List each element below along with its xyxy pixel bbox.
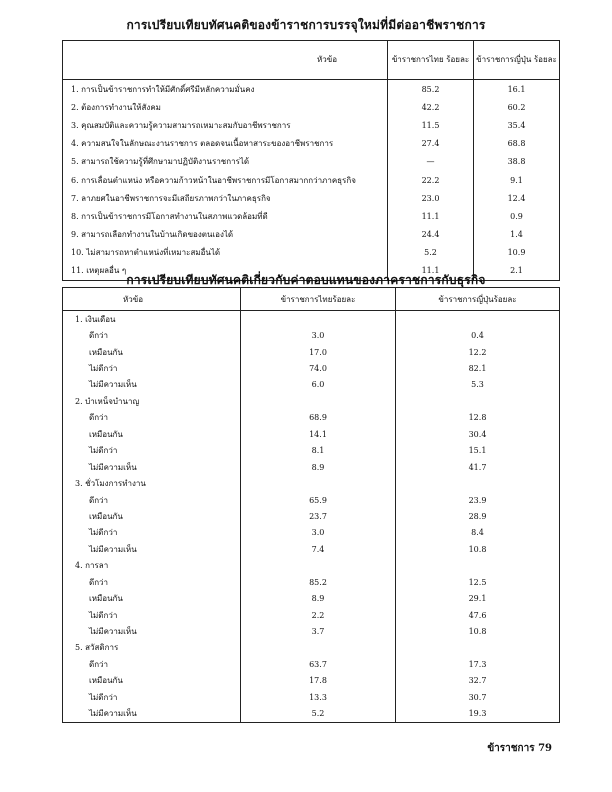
japan-value: 1.4 (474, 226, 560, 244)
table2-header-topic: หัวข้อ (63, 288, 241, 311)
thai-value: 17.8 (241, 673, 396, 689)
table-row (63, 377, 560, 393)
thai-value: 85.2 (388, 80, 474, 99)
table1-header-thai: ข้าราชการไทย ร้อยละ (388, 41, 474, 80)
japan-value: 15.1 (396, 443, 560, 459)
row-label: 9. สามารถเลือกทำงานในบ้านเกิดของตนเองได้ (71, 230, 234, 240)
table-row (63, 590, 560, 606)
row-label: ไม่ดีกว่า (89, 692, 118, 702)
japan-value: 12.5 (396, 574, 560, 590)
table1-header-japan: ข้าราชการญี่ปุ่น ร้อยละ (474, 41, 560, 80)
empty-cell (241, 311, 396, 328)
thai-value: 27.4 (388, 135, 474, 153)
japan-value: 35.4 (474, 116, 560, 134)
empty-cell (241, 393, 396, 409)
thai-value: 24.4 (388, 226, 474, 244)
thai-value: 23.7 (241, 508, 396, 524)
table2-header-japan: ข้าราชการญี่ปุ่นร้อยละ (396, 288, 560, 311)
table-row (63, 226, 560, 244)
thai-value: 11.5 (388, 116, 474, 134)
japan-value: 38.8 (474, 153, 560, 171)
page-footer: ข้าราชการ 79 (487, 743, 552, 754)
group-row (63, 393, 560, 409)
table-row (63, 410, 560, 426)
group-row (63, 640, 560, 656)
table-row (63, 189, 560, 207)
table-row (63, 689, 560, 705)
table-row (63, 541, 560, 557)
thai-value: 13.3 (241, 689, 396, 705)
japan-value: 10.8 (396, 541, 560, 557)
row-label: เหมือนกัน (89, 511, 123, 521)
table-row (63, 706, 560, 723)
row-label: ไม่มีความเห็น (89, 544, 137, 554)
row-label: ไม่ดีกว่า (89, 528, 118, 538)
group-row (63, 311, 560, 328)
group-row (63, 558, 560, 574)
row-label: ดีกว่า (89, 577, 109, 587)
thai-value: 8.1 (241, 443, 396, 459)
table-row (63, 607, 560, 623)
table-row (63, 116, 560, 134)
japan-value: 16.1 (474, 80, 560, 99)
japan-value: 5.3 (396, 377, 560, 393)
table2-title: การเปรียบเทียบทัศนคติเกี่ยวกับค่าตอบแทนของภาคราชการกับธุรกิจ (126, 273, 486, 287)
thai-value: 2.2 (241, 607, 396, 623)
row-label: ดีกว่า (89, 413, 109, 423)
thai-value: 22.2 (388, 171, 474, 189)
row-label: ไม่มีความเห็น (89, 462, 137, 472)
row-label: 3. คุณสมบัติและความรู้ความสามารถเหมาะสมกับอาชีพราชการ (71, 120, 291, 130)
table-row (63, 459, 560, 475)
thai-value: 14.1 (241, 426, 396, 442)
japan-value: 28.9 (396, 508, 560, 524)
japan-value: 30.7 (396, 689, 560, 705)
row-label: ไม่มีความเห็น (89, 380, 137, 390)
thai-value: 65.9 (241, 492, 396, 508)
row-label: ไม่มีความเห็น (89, 627, 137, 637)
thai-value: 5.2 (388, 244, 474, 262)
table-row (63, 508, 560, 524)
row-label: ไม่ดีกว่า (89, 610, 118, 620)
table-row (63, 360, 560, 376)
japan-value: 12.4 (474, 189, 560, 207)
thai-value: 3.7 (241, 623, 396, 639)
group-label: 2. บำเหน็จบำนาญ (75, 396, 140, 406)
row-label: 7. ลาภยศในอาชีพราชการจะมีเสถียรภาพกว่าในภาคธุรกิจ (71, 193, 271, 203)
row-label: เหมือนกัน (89, 429, 123, 439)
thai-value: 3.0 (241, 327, 396, 343)
table-row (63, 623, 560, 639)
row-label: ดีกว่า (89, 659, 109, 669)
thai-value: 68.9 (241, 410, 396, 426)
empty-cell (396, 558, 560, 574)
japan-value: 10.9 (474, 244, 560, 262)
table1-header-row (63, 41, 560, 80)
empty-cell (396, 475, 560, 491)
table-row (63, 327, 560, 343)
table-row (63, 244, 560, 262)
empty-cell (241, 475, 396, 491)
table-row (63, 98, 560, 116)
row-label: 5. สามารถใช้ความรู้ที่ศึกษามาปฏิบัติงานราชการได้ (71, 157, 250, 167)
table-row (63, 153, 560, 171)
japan-value: 8.4 (396, 525, 560, 541)
thai-value: 11.1 (388, 262, 474, 281)
row-label: 1. การเป็นข้าราชการทำให้มีศักดิ์ศรีมีหลักความมั่นคง (71, 84, 255, 94)
row-label: ดีกว่า (89, 495, 109, 505)
group-label: 3. ชั่วโมงการทำงาน (75, 479, 146, 489)
thai-value: 63.7 (241, 656, 396, 672)
table-row (63, 673, 560, 689)
row-label: 2. ต้องการทำงานให้สังคม (71, 102, 161, 112)
japan-value: 9.1 (474, 171, 560, 189)
table-row (63, 171, 560, 189)
thai-value: 6.0 (241, 377, 396, 393)
row-label: ไม่มีความเห็น (89, 709, 137, 719)
japan-value: 29.1 (396, 590, 560, 606)
japan-value: 47.6 (396, 607, 560, 623)
compensation-comparison-table (62, 287, 560, 723)
table2-header-thai: ข้าราชการไทยร้อยละ (241, 288, 396, 311)
japan-value: 10.8 (396, 623, 560, 639)
row-label: 4. ความสนใจในลักษณะงานราชการ ตลอดจนเนื้อหาสาระของอาชีพราชการ (71, 139, 334, 149)
row-label: เหมือนกัน (89, 676, 123, 686)
empty-cell (396, 393, 560, 409)
thai-value: 11.1 (388, 207, 474, 225)
row-label: ไม่ดีกว่า (89, 364, 118, 374)
group-label: 1. เงินเดือน (75, 314, 116, 324)
thai-value: 85.2 (241, 574, 396, 590)
empty-cell (396, 311, 560, 328)
row-label: ดีกว่า (89, 331, 109, 341)
japan-value: 82.1 (396, 360, 560, 376)
japan-value: 60.2 (474, 98, 560, 116)
attitude-comparison-table (62, 40, 560, 281)
table-row (63, 80, 560, 99)
empty-cell (241, 640, 396, 656)
thai-value: 42.2 (388, 98, 474, 116)
japan-value: 23.9 (396, 492, 560, 508)
table-row (63, 492, 560, 508)
japan-value: 12.8 (396, 410, 560, 426)
table-row (63, 426, 560, 442)
japan-value: 12.2 (396, 344, 560, 360)
table-row (63, 656, 560, 672)
row-label: เหมือนกัน (89, 347, 123, 357)
table-row (63, 574, 560, 590)
thai-value: 74.0 (241, 360, 396, 376)
japan-value: 0.9 (474, 207, 560, 225)
empty-cell (396, 640, 560, 656)
thai-value: 3.0 (241, 525, 396, 541)
row-label: ไม่ดีกว่า (89, 446, 118, 456)
japan-value: 32.7 (396, 673, 560, 689)
table-row (63, 344, 560, 360)
group-row (63, 475, 560, 491)
table1-title: การเปรียบเทียบทัศนคติของข้าราชการบรรจุใหม่ที่มีต่ออาชีพราชการ (126, 18, 486, 32)
row-label: 10. ไม่สามารถหาตำแหน่งที่เหมาะสมอื่นได้ (71, 248, 221, 258)
table-row (63, 135, 560, 153)
thai-value: 5.2 (241, 706, 396, 723)
thai-value: — (388, 153, 474, 171)
japan-value: 30.4 (396, 426, 560, 442)
group-label: 4. การลา (75, 561, 109, 571)
row-label: เหมือนกัน (89, 594, 123, 604)
japan-value: 19.3 (396, 706, 560, 723)
japan-value: 68.8 (474, 135, 560, 153)
table-row (63, 207, 560, 225)
japan-value: 17.3 (396, 656, 560, 672)
japan-value: 2.1 (474, 262, 560, 281)
japan-value: 0.4 (396, 327, 560, 343)
table1-header-topic: หัวข้อ (63, 41, 388, 80)
empty-cell (241, 558, 396, 574)
row-label: 6. การเลื่อนตำแหน่ง หรือความก้าวหน้าในอาชีพราชการมีโอกาสมากกว่าภาคธุรกิจ (71, 175, 356, 185)
row-label: 8. การเป็นข้าราชการมีโอกาสทำงานในสภาพแวดล้อมที่ดี (71, 211, 268, 221)
table-row (63, 443, 560, 459)
thai-value: 8.9 (241, 590, 396, 606)
row-label: 11. เหตุผลอื่น ๆ (71, 266, 127, 276)
thai-value: 8.9 (241, 459, 396, 475)
table-row (63, 525, 560, 541)
thai-value: 17.0 (241, 344, 396, 360)
table2-header-row (63, 288, 560, 311)
thai-value: 7.4 (241, 541, 396, 557)
thai-value: 23.0 (388, 189, 474, 207)
group-label: 5. สวัสดิการ (75, 643, 119, 653)
japan-value: 41.7 (396, 459, 560, 475)
